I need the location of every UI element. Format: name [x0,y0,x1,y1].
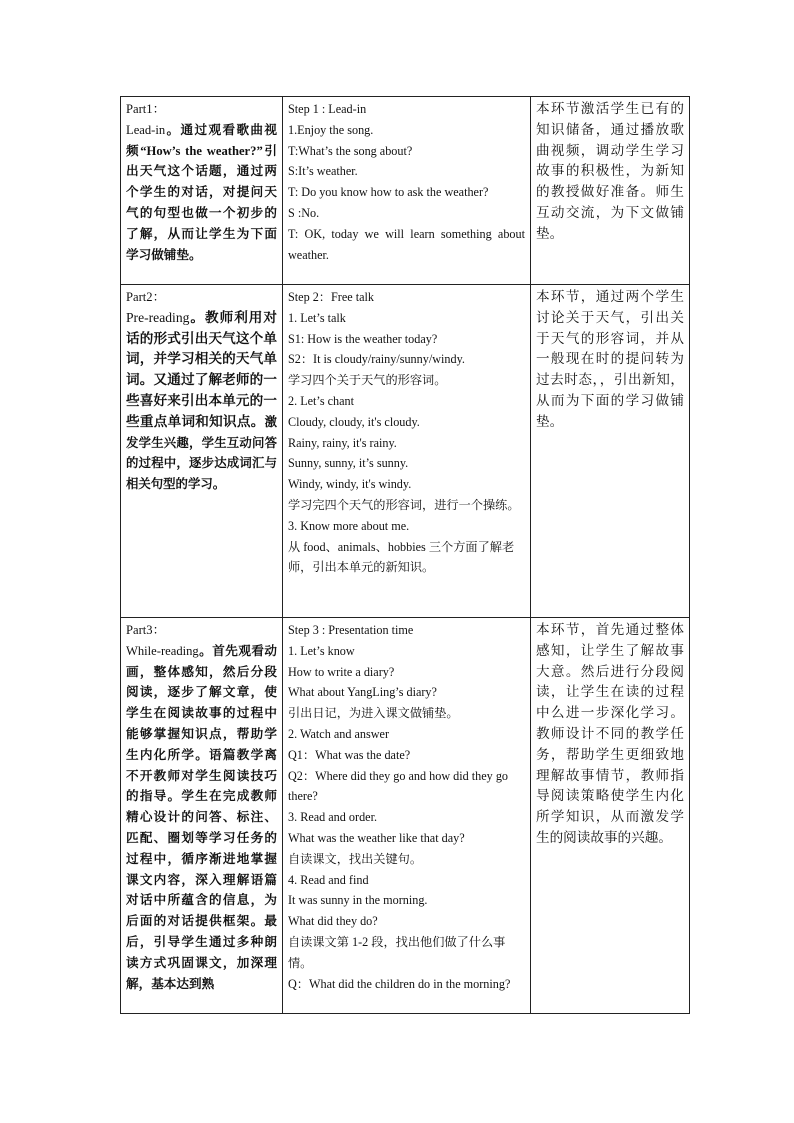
procedure-line: Q2：Where did they go and how did they go there? [288,768,509,804]
part2-description-cell [121,285,283,618]
procedure-line: Cloudy, cloudy, it's cloudy. [288,414,420,429]
part3-intent-cell [531,618,690,1014]
part-description: 。通过观看歌曲视频“How’s the weather?”引出天气这个话题，通过两个学生的对话，对提问天气的句型也做一个初步的了解，从而让学生为下面学习做铺垫。 [126,122,277,262]
procedure-line: T: Do you know how to ask the weather? [288,185,489,200]
design-intent: 本环节，首先通过整体感知，让学生了解故事大意。然后进行分段阅读，让学生在读的过程中么进一步深化学习。教师设计不同的教学任务，帮助学生更细致地理解故事情节，教师指导阅读策略使学生内化所学知识，从而激发学生的阅读故事的兴趣。 [536,622,684,845]
part-description-cont: 激发学生兴趣，学生互动问答的过程中，逐步达成词汇与相关句型的学习。 [126,414,277,492]
step1-procedure-cell [283,97,531,285]
procedure-line: 3. Read and order. [288,810,378,825]
procedure-line: T:What’s the song about? [288,143,413,158]
pre-reading-label: Pre-reading [126,309,190,325]
while-reading-label: While-reading [126,643,199,658]
procedure-line: 2. Watch and answer [288,726,389,741]
procedure-line: Sunny, sunny, it’s sunny. [288,456,409,471]
part-description: 。教师利用对话的形式引出天气这个单词，并学习相关的天气单词。又通过了解老师的一些喜好来引出本单元的一些重点单词和知识点。 [126,309,277,429]
procedure-line: Step 1 : Lead-in [288,102,367,116]
part3-description-cell [121,618,283,1014]
procedure-line: Windy, windy, it's windy. [288,477,412,492]
procedure-line: Step 2：Free talk [288,290,374,304]
lesson-plan-table [120,96,690,1014]
design-intent: 本环节，通过两个学生讨论关于天气，引出关于天气的形容词，并从一般现在时的提问转为过去时态，，引出新知，从而为下面的学习做铺垫。 [536,289,684,429]
table-row [121,97,690,285]
procedure-line: S:It’s weather. [288,164,358,179]
part-description: 。首先观看动画，整体感知，然后分段阅读，逐步了解文章，使学生在阅读故事的过程中能够掌握知识点，帮助学生内化所学。语篇教学离不开教师对学生阅读技巧的指导。学生在完成教师精心设计的问答、标注、匹配、圈划等学习任务的过程中，循序渐进地掌握课文内容，深入理解语篇对话中所蕴含的信息，为后面的对话提供框架。最后，引导学生通过多种朗读方式巩固课文，加深理解，基本达到熟 [126,643,277,991]
step3-procedure-cell [283,618,531,1014]
part-label: Part3： [126,623,166,637]
procedure-line: 1. Let’s talk [288,310,346,325]
procedure-line: Step 3 : Presentation time [288,623,414,637]
procedure-line: Rainy, rainy, it's rainy. [288,435,397,450]
procedure-line: S1: How is the weather today? [288,331,438,346]
part1-intent-cell [531,97,690,285]
procedure-line: 2. Let’s chant [288,393,354,408]
procedure-line: S :No. [288,205,320,220]
design-intent: 本环节激活学生已有的知识储备，通过播放歌曲视频，调动学生学习故事的积极性，为新知的教授做好准备。师生互动交流，为下文做铺垫。 [536,101,684,241]
procedure-line: 1.Enjoy the song. [288,122,374,137]
lead-in-label: Lead-in [126,122,166,137]
procedure-line: T: OK, today we will learn something about weather. [288,226,525,262]
procedure-line: It was sunny in the morning. [288,893,428,908]
procedure-line: 自读课文第 1-2 段，找出他们做了什么事情。 [288,934,506,970]
table-row [121,285,690,618]
procedure-line: S2：It is cloudy/rainy/sunny/windy. [288,352,465,367]
procedure-line: 自读课文，找出关键句。 [288,851,423,866]
part-label: Part1： [126,102,166,116]
step2-procedure-cell [283,285,531,618]
procedure-line: 学习完四个天气的形容词，进行一个操练。 [288,497,520,512]
part1-description-cell [121,97,283,285]
procedure-line: 学习四个关于天气的形容词。 [288,373,447,388]
procedure-line: 4. Read and find [288,872,369,887]
procedure-line: What about YangLing’s diary? [288,685,437,700]
part-label: Part2： [126,290,166,304]
procedure-line: 1. Let’s know [288,643,355,658]
procedure-line: 从 food、animals、hobbies 三个方面了解老师，引出本单元的新知识。 [288,539,515,575]
procedure-line: What did they do? [288,914,378,929]
part2-intent-cell [531,285,690,618]
procedure-line: Q：What did the children do in the morning? [288,976,511,991]
procedure-line: 引出日记，为进入课文做铺垫。 [288,706,459,721]
table-row [121,618,690,1014]
procedure-line: What was the weather like that day? [288,830,465,845]
procedure-line: Q1：What was the date? [288,747,411,762]
procedure-line: How to write a diary? [288,664,395,679]
procedure-line: 3. Know more about me. [288,518,410,533]
